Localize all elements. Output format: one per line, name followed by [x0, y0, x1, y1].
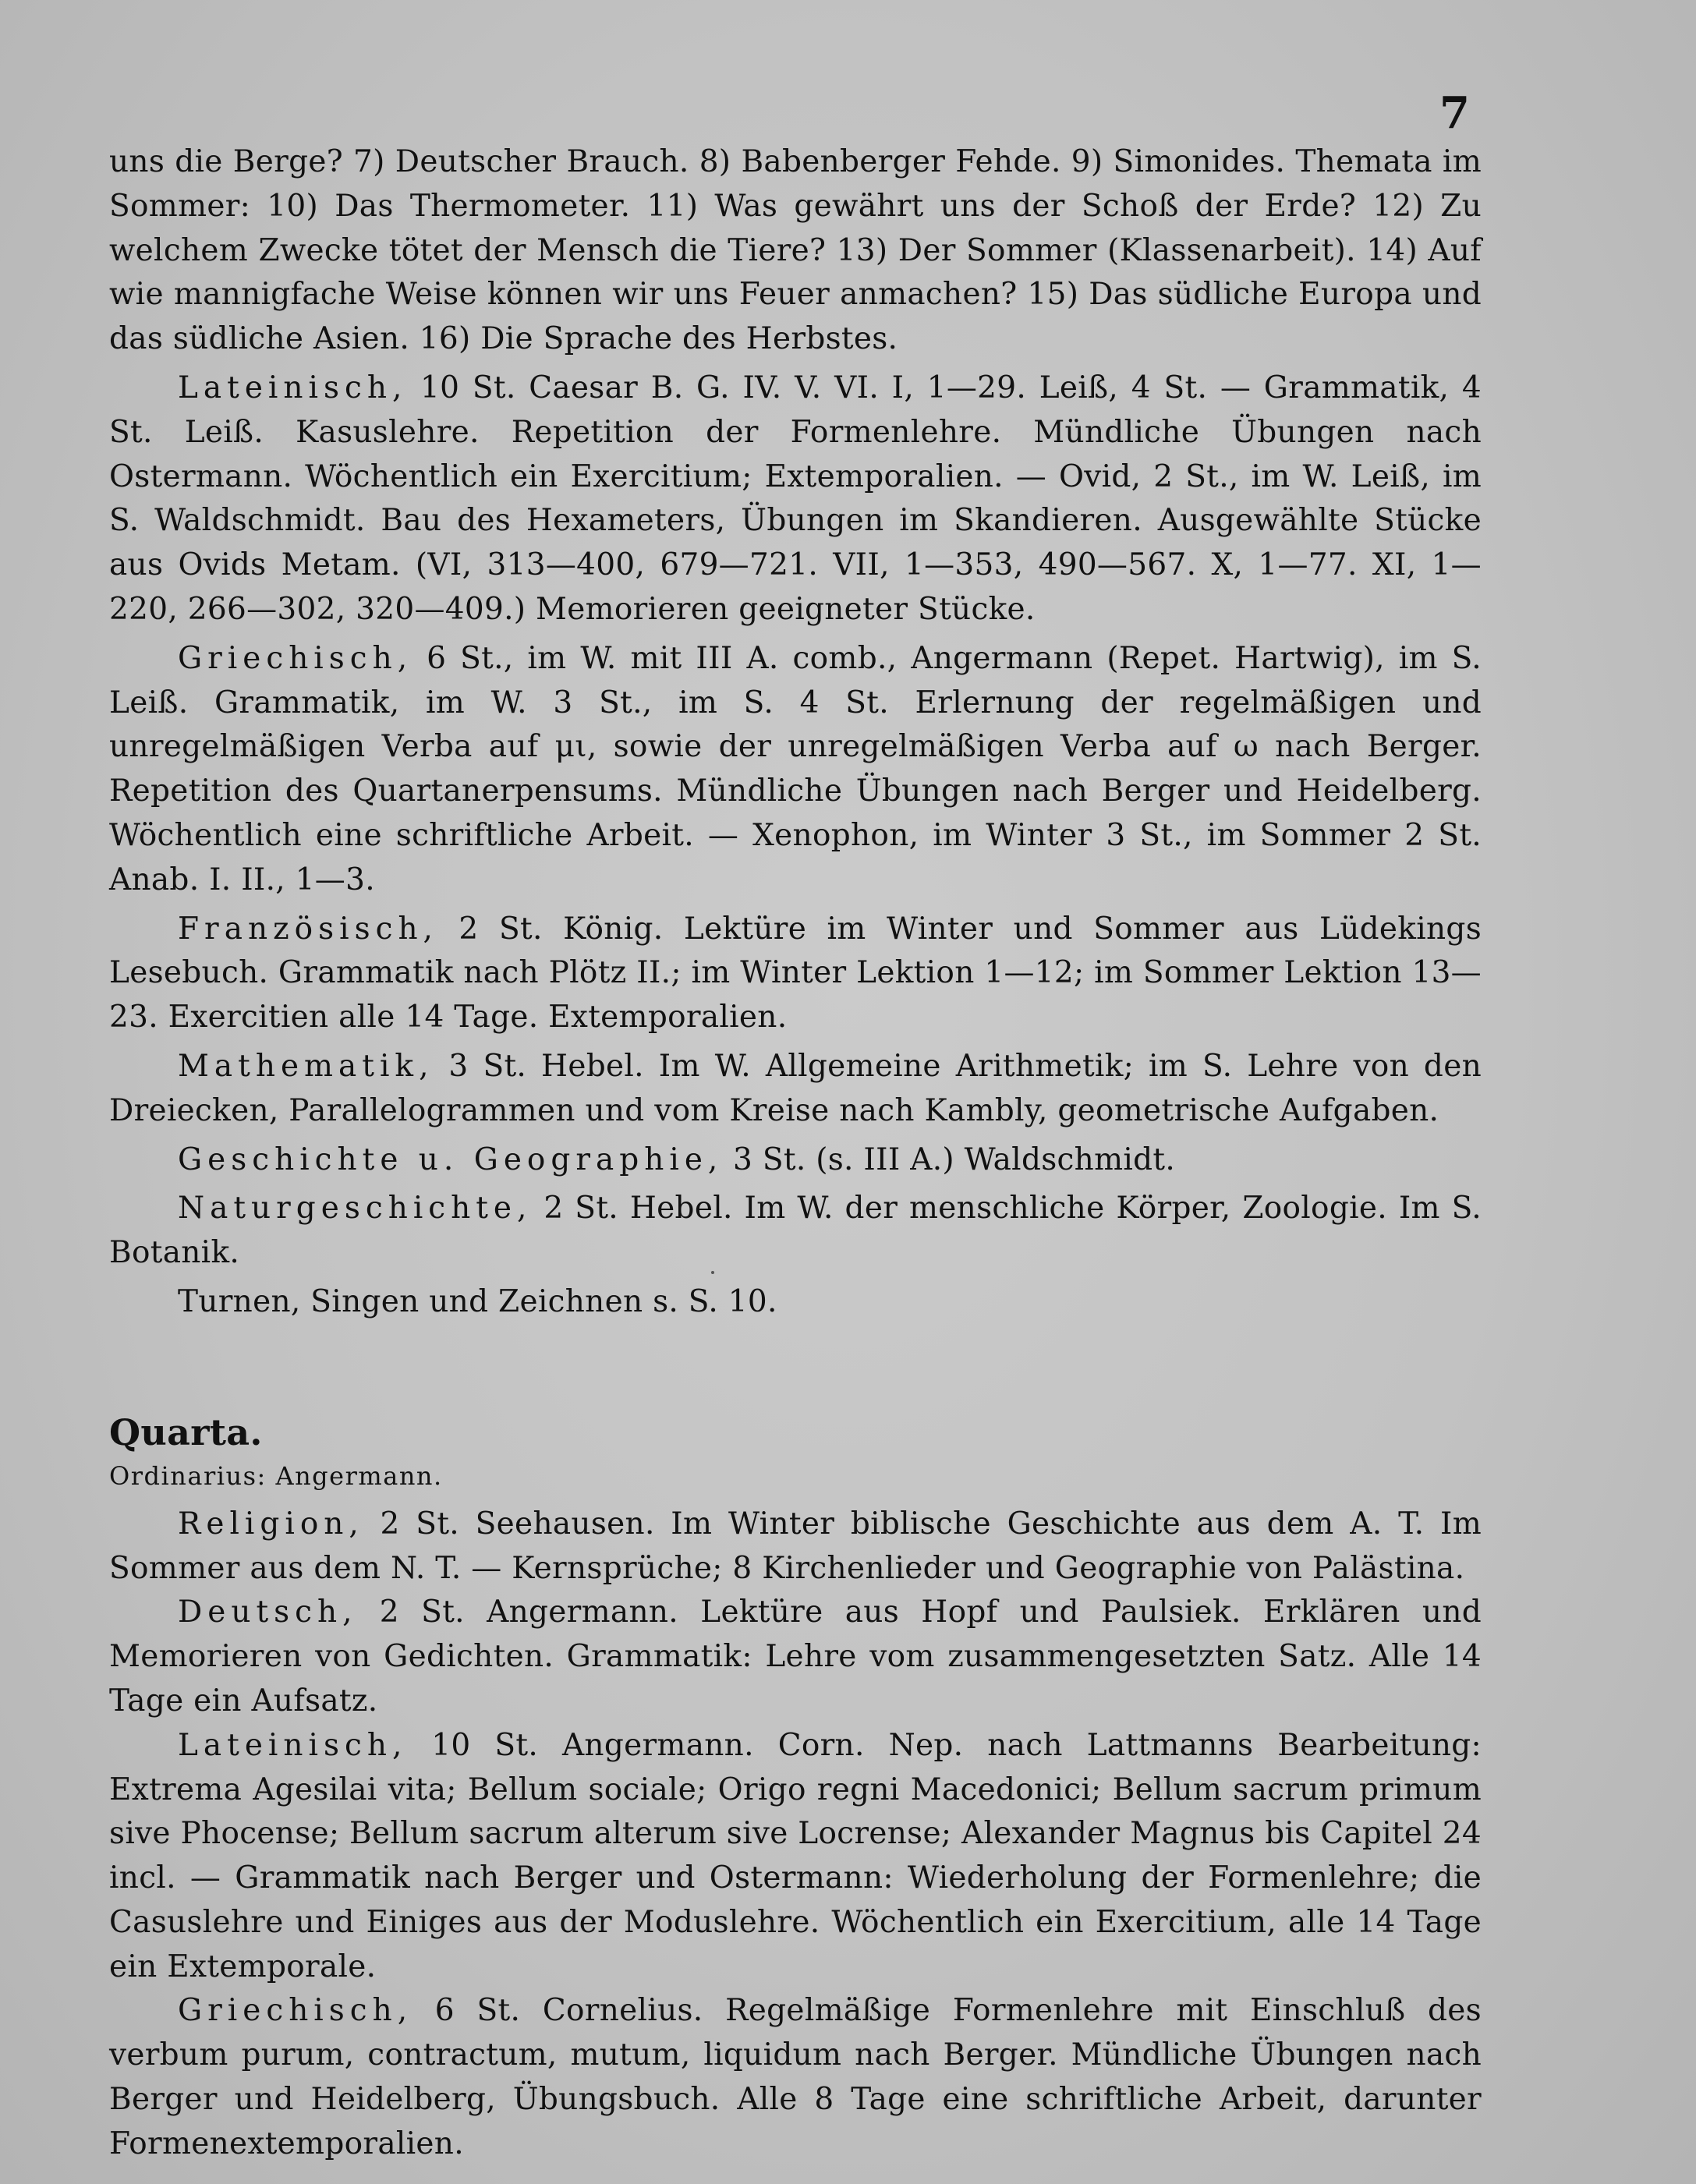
- ordinarius-line: Ordinarius: Angermann.: [109, 1460, 443, 1491]
- subject-text: 6 St. Cornelius. Regelmäßige Formenlehre mit Einschluß des verbum purum, contractum, mutum, liquidum nach Berger. Mündliche Übungen nach Berger und Heidelberg, Übungsbuch. Alle 8 Tage eine schriftliche Arbeit, darunter Formenextemporalien.: [109, 1993, 1482, 2161]
- mathematik-paragraph: [109, 1045, 1482, 1134]
- geschichte-paragraph: [109, 1138, 1482, 1183]
- turnen-paragraph: Turnen, Singen und Zeichnen s. S. 10.: [178, 1283, 777, 1319]
- subject-heading: Griechisch,: [178, 1993, 413, 2029]
- quarta-deutsch-paragraph: [109, 1591, 1482, 1723]
- griechisch-paragraph: [109, 637, 1482, 903]
- subject-heading: Mathematik,: [178, 1048, 434, 1084]
- section-title-quarta: Quarta.: [109, 1411, 263, 1453]
- subject-heading: Lateinisch,: [178, 1727, 408, 1763]
- franzoesisch-paragraph: [109, 908, 1482, 1040]
- body-text: [109, 140, 1482, 2167]
- deutsch-continued-paragraph: uns die Berge? 7) Deutscher Brauch. 8) Babenberger Fehde. 9) Simonides. Themata im Sommer: 10) Das Thermometer. 11) Was gewährt uns der Schoß der Erde? 12) Zu welchem Zwecke tötet der Mensch die Tiere? 13) Der Sommer (Klassenarbeit). 14) Auf wie mannigfache Weise können wir uns Feuer anmachen? 15) Das südliche Europa und das südliche Asien. 16) Die Sprache des Herbstes.: [109, 144, 1482, 357]
- subject-heading: Griechisch,: [178, 640, 413, 676]
- page-number: 7: [1439, 87, 1470, 139]
- subject-text: 10 St. Angermann. Corn. Nep. nach Lattmanns Bearbeitung: Extrema Agesilai vita; Bellum sociale; Origo regni Macedonici; Bellum sacrum primum sive Phocense; Bellum sacrum alterum sive Locrense; Alexander Magnus bis Capitel 24 incl. — Grammatik nach Berger und Ostermann: Wiederholung der Formenlehre; die Casuslehre und Einiges aus der Moduslehre. Wöchentlich ein Exercitium, alle 14 Tage ein Extemporale.: [109, 1727, 1482, 1984]
- subject-heading: Französisch,: [178, 911, 438, 947]
- religion-paragraph: [109, 1503, 1482, 1591]
- subject-text: 2 St. Hebel. Im W. der menschliche Körper, Zoologie. Im S. Botanik.: [109, 1191, 1482, 1271]
- subject-heading: Geschichte u. Geographie,: [178, 1142, 724, 1177]
- print-speck: [711, 1271, 714, 1274]
- subject-text: 2 St. König. Lektüre im Winter und Sommer aus Lüdekings Lesebuch. Grammatik nach Plötz II.; im Winter Lektion 1—12; im Sommer Lektion 13—23. Exercitien alle 14 Tage. Extemporalien.: [109, 911, 1482, 1035]
- subject-heading: Religion,: [178, 1506, 364, 1542]
- subject-heading: Lateinisch,: [178, 370, 408, 405]
- subject-heading: Naturgeschichte,: [178, 1191, 533, 1227]
- subject-text: 3 St. (s. III A.) Waldschmidt.: [733, 1142, 1176, 1177]
- subject-heading: Deutsch,: [178, 1595, 358, 1630]
- subject-text: 6 St., im W. mit III A. comb., Angermann (Repet. Hartwig), im S. Leiß. Grammatik, im W. 3 St., im S. 4 St. Erlernung der regelmäßigen und unregelmäßigen Verba auf μι, sowie der unregelmäßigen Verba auf ω nach Berger. Repetition des Quartanerpensums. Mündliche Übungen nach Berger und Heidelberg. Wöchentlich eine schriftliche Arbeit. — Xenophon, im Winter 3 St., im Sommer 2 St. Anab. I. II., 1—3.: [109, 640, 1482, 897]
- quarta-latein-paragraph: [109, 1724, 1482, 1990]
- latein-paragraph: [109, 366, 1482, 632]
- quarta-griechisch-paragraph: [109, 1989, 1482, 2166]
- subject-text: 2 St. Angermann. Lektüre aus Hopf und Paulsiek. Erklären und Memorieren von Gedichten. Grammatik: Lehre vom zusammengesetzten Satz. Alle 14 Tage ein Aufsatz.: [109, 1595, 1482, 1719]
- subject-text: 10 St. Caesar B. G. IV. V. VI. I, 1—29. Leiß, 4 St. — Grammatik, 4 St. Leiß. Kasuslehre. Repetition der Formenlehre. Mündliche Übungen nach Ostermann. Wöchentlich ein Exercitium; Extemporalien. — Ovid, 2 St., im W. Leiß, im S. Waldschmidt. Bau des Hexameters, Übungen im Skandieren. Ausgewählte Stücke aus Ovids Metam. (VI, 313—400, 679—721. VII, 1—353, 490—567. X, 1—77. XI, 1—220, 266—302, 320—409.) Memorieren geeigneter Stücke.: [109, 370, 1482, 627]
- naturgeschichte-paragraph: [109, 1187, 1482, 1276]
- subject-text: 3 St. Hebel. Im W. Allgemeine Arithmetik; im S. Lehre von den Dreiecken, Parallelogrammen und vom Kreise nach Kambly, geometrische Aufgaben.: [109, 1048, 1482, 1128]
- subject-text: 2 St. Seehausen. Im Winter biblische Geschichte aus dem A. T. Im Sommer aus dem N. T. — Kernsprüche; 8 Kirchenlieder und Geographie von Palästina.: [109, 1506, 1482, 1586]
